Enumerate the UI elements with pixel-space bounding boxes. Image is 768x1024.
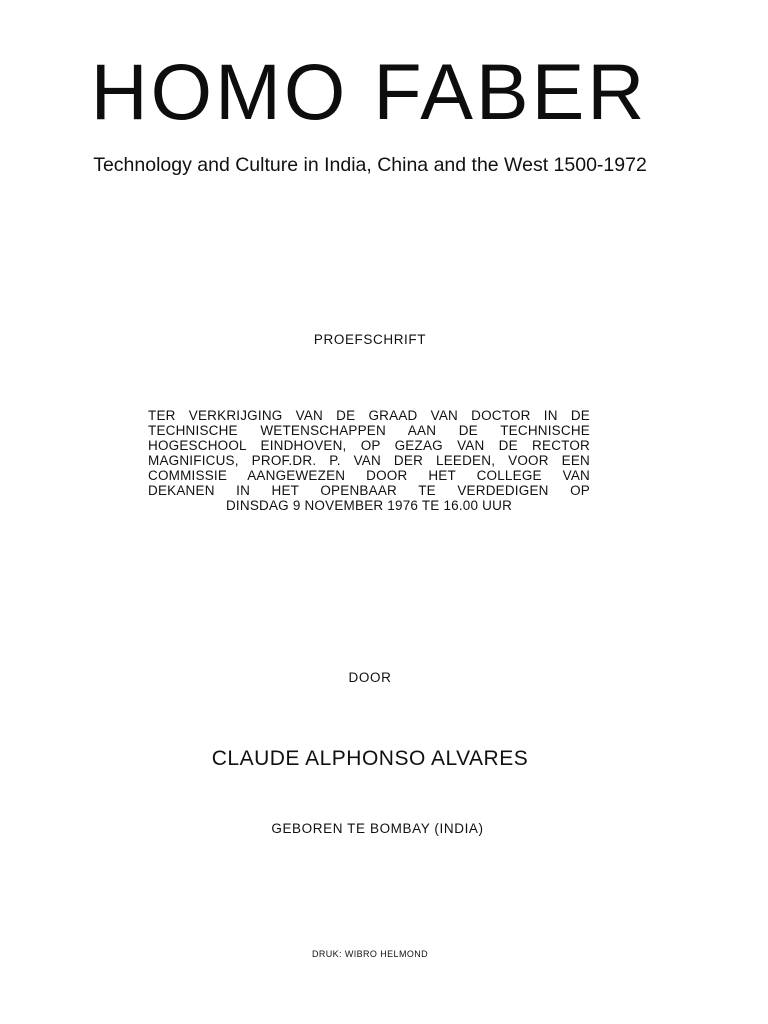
statement-line: MAGNIFICUS, PROF.DR. P. VAN DER LEEDEN, VOOR EEN xyxy=(148,453,590,468)
statement-line: COMMISSIE AANGEWEZEN DOOR HET COLLEGE VAN xyxy=(148,468,590,483)
statement-line: DEKANEN IN HET OPENBAAR TE VERDEDIGEN OP xyxy=(148,483,590,498)
book-title: HOMO FABER xyxy=(90,47,648,136)
by-label: DOOR xyxy=(348,670,392,685)
statement-line: TECHNISCHE WETENSCHAPPEN AAN DE TECHNISCHE xyxy=(148,423,590,438)
statement-line: HOGESCHOOL EINDHOVEN, OP GEZAG VAN DE RECTOR xyxy=(148,438,590,453)
statement-line: TER VERKRIJGING VAN DE GRAAD VAN DOCTOR IN DE xyxy=(148,408,590,423)
statement-line-date: DINSDAG 9 NOVEMBER 1976 TE 16.00 UUR xyxy=(225,498,513,513)
author-name: CLAUDE ALPHONSO ALVARES xyxy=(211,747,529,770)
birthplace: GEBOREN TE BOMBAY (INDIA) xyxy=(271,821,484,836)
printer-credit: DRUK: WIBRO HELMOND xyxy=(311,949,429,959)
degree-statement xyxy=(148,408,590,513)
book-subtitle: Technology and Culture in India, China and the West 1500-1972 xyxy=(93,154,647,176)
thesis-label: PROEFSCHRIFT xyxy=(313,332,427,347)
